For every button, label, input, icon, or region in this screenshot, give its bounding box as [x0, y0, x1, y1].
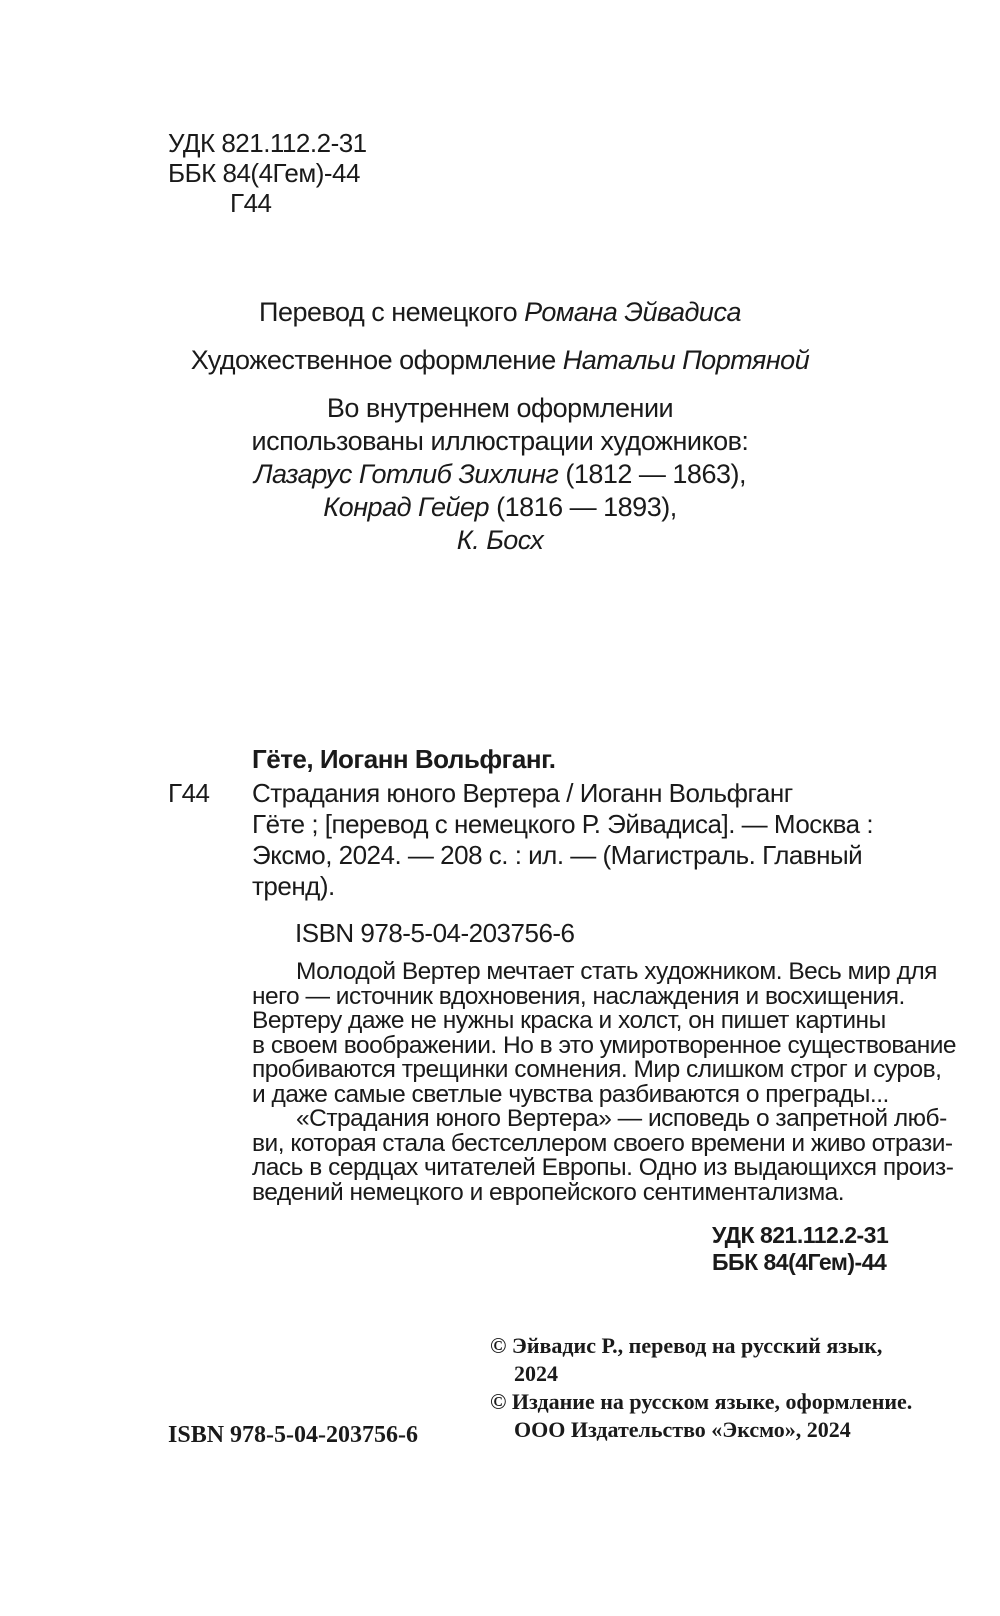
- copyright-publisher: ООО Издательство «Эксмо», 2024: [514, 1417, 851, 1442]
- isbn-record: ISBN 978-5-04-203756-6: [295, 918, 575, 948]
- translation-prefix: Перевод с немецкого: [259, 297, 518, 327]
- annotation-line: него — источник вдохновения, наслаждения и восхищения.: [252, 982, 905, 1010]
- artist-2: [0, 491, 1000, 524]
- annotation-line: ведений немецкого и европейского сентиментализма.: [252, 1178, 845, 1206]
- author-heading: Гёте, Иоганн Вольфганг.: [252, 744, 556, 774]
- description-line: Гёте ; [перевод с немецкого Р. Эйвадиса]. — Москва :: [252, 809, 874, 839]
- artist-1: [0, 458, 1000, 491]
- biblio-author-mark: Г44: [168, 778, 210, 808]
- artist-2-years: (1816 — 1893),: [496, 492, 677, 522]
- isbn-footer: ISBN 978-5-04-203756-6: [168, 1422, 418, 1448]
- artist-1-name: Лазарус Готлиб Зихлинг: [254, 459, 559, 489]
- biblio-description: [252, 778, 882, 902]
- illustrations-line-2: использованы иллюстрации художников:: [251, 426, 749, 456]
- udk-code: УДК 821.112.2-31: [168, 128, 367, 158]
- copyright-edition: © Издание на русском языке, оформление.: [490, 1389, 913, 1414]
- copyright-translation-year: 2024: [514, 1361, 558, 1386]
- classification-block: [168, 128, 367, 218]
- artist-3-name: К. Босх: [456, 525, 544, 555]
- footer-classification: [712, 1222, 888, 1276]
- translation-credit: [0, 296, 1000, 329]
- annotation-line: лась в сердцах читателей Европы. Одно из выдающихся произ-: [252, 1154, 954, 1181]
- design-credit: [0, 344, 1000, 377]
- design-prefix: Художественное оформление: [190, 345, 556, 375]
- footer-bbk: ББК 84(4Гем)-44: [712, 1249, 887, 1275]
- annotation: [252, 958, 957, 1206]
- annotation-line: «Страдания юного Вертера» — исповедь о запретной люб-: [296, 1105, 947, 1132]
- annotation-line: Вертеру даже не нужны краска и холст, он пишет картины: [252, 1007, 886, 1034]
- copyright-translation: © Эйвадис Р., перевод на русский язык,: [490, 1333, 883, 1358]
- description-line: тренд).: [252, 871, 335, 901]
- designer-name: Натальи Портяной: [562, 345, 810, 375]
- footer-udk: УДК 821.112.2-31: [712, 1222, 889, 1248]
- translator-name: Романа Эйвадиса: [524, 297, 741, 327]
- description-line: Эксмо, 2024. — 208 с. : ил. — (Магистраль. Главный: [252, 840, 863, 870]
- illustrations-line-1: Во внутреннем оформлении: [326, 393, 674, 423]
- copyright-block: [490, 1332, 912, 1444]
- artist-2-name: Конрад Гейер: [323, 492, 490, 522]
- author-mark: Г44: [230, 188, 272, 218]
- annotation-line: и даже самые светлые чувства разбиваются о преграды...: [252, 1080, 889, 1108]
- artist-1-years: (1812 — 1863),: [565, 459, 746, 489]
- annotation-line: Молодой Вертер мечтает стать художником. Весь мир для: [296, 958, 937, 985]
- annotation-line: пробиваются трещинки сомнения. Мир слишком строг и суров,: [252, 1056, 942, 1083]
- description-line: Страдания юного Вертера / Иоганн Вольфганг: [252, 778, 793, 808]
- annotation-line: в своем воображении. Но в это умиротворенное существование: [252, 1031, 957, 1059]
- bbk-code: ББК 84(4Гем)-44: [168, 158, 360, 188]
- annotation-line: ви, которая стала бестселлером своего времени и живо отрази-: [252, 1129, 953, 1157]
